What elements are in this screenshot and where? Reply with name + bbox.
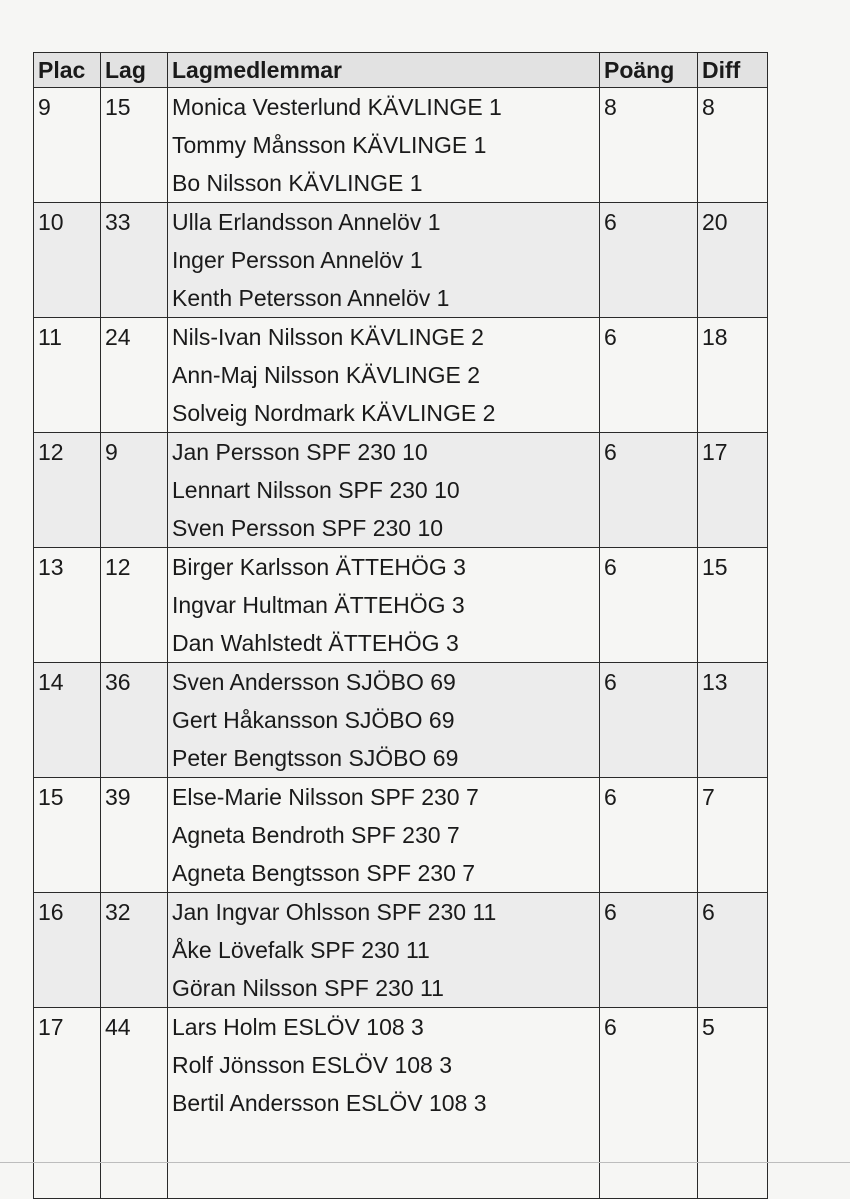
cell-poang: 6 (600, 433, 698, 548)
cell-diff: 8 (698, 88, 768, 203)
cell-lag: 24 (101, 318, 168, 433)
team-member: Peter Bengtsson SJÖBO 69 (172, 745, 459, 771)
cell-members (168, 203, 600, 318)
header-members: Lagmedlemmar (168, 53, 600, 88)
cell-poang: 6 (600, 548, 698, 663)
cell-plac: 17 (34, 1008, 101, 1199)
cell-plac: 11 (34, 318, 101, 433)
cell-members (168, 433, 600, 548)
team-member: Jan Persson SPF 230 10 (172, 439, 428, 465)
cell-plac: 13 (34, 548, 101, 663)
table-row (34, 893, 768, 1008)
cell-diff: 15 (698, 548, 768, 663)
team-member: Else-Marie Nilsson SPF 230 7 (172, 784, 479, 810)
cell-plac: 14 (34, 663, 101, 778)
team-member: Tommy Månsson KÄVLINGE 1 (172, 132, 487, 158)
team-member: Kenth Petersson Annelöv 1 (172, 285, 450, 311)
team-member: Ulla Erlandsson Annelöv 1 (172, 209, 441, 235)
cell-plac: 16 (34, 893, 101, 1008)
cell-diff: 5 (698, 1008, 768, 1199)
team-member: Monica Vesterlund KÄVLINGE 1 (172, 94, 502, 120)
header-plac: Plac (34, 53, 101, 88)
team-member: Sven Persson SPF 230 10 (172, 515, 444, 541)
team-member: Bo Nilsson KÄVLINGE 1 (172, 170, 423, 196)
cell-poang: 6 (600, 893, 698, 1008)
cell-diff: 20 (698, 203, 768, 318)
cell-plac: 10 (34, 203, 101, 318)
cell-poang: 6 (600, 203, 698, 318)
cell-poang: 6 (600, 318, 698, 433)
team-member: Bertil Andersson ESLÖV 108 3 (172, 1090, 487, 1116)
cell-members (168, 318, 600, 433)
table-row (34, 433, 768, 548)
team-member: Jan Ingvar Ohlsson SPF 230 11 (172, 899, 497, 925)
results-table (33, 52, 768, 1199)
cell-diff: 17 (698, 433, 768, 548)
header-poang: Poäng (600, 53, 698, 88)
team-member: Nils-Ivan Nilsson KÄVLINGE 2 (172, 324, 484, 350)
cell-plac: 15 (34, 778, 101, 893)
table-row (34, 88, 768, 203)
cell-lag: 15 (101, 88, 168, 203)
team-member: Birger Karlsson ÄTTEHÖG 3 (172, 554, 466, 580)
team-member: Åke Lövefalk SPF 230 11 (172, 937, 430, 963)
cell-members (168, 778, 600, 893)
cell-poang: 6 (600, 778, 698, 893)
cell-poang: 6 (600, 663, 698, 778)
table-row (34, 663, 768, 778)
cell-diff: 13 (698, 663, 768, 778)
cell-diff: 7 (698, 778, 768, 893)
team-member: Sven Andersson SJÖBO 69 (172, 669, 456, 695)
cell-lag: 36 (101, 663, 168, 778)
table-row (34, 318, 768, 433)
cell-lag: 32 (101, 893, 168, 1008)
cell-lag: 12 (101, 548, 168, 663)
cell-poang: 8 (600, 88, 698, 203)
cell-lag: 33 (101, 203, 168, 318)
table-row (34, 778, 768, 893)
table-row (34, 203, 768, 318)
cell-lag: 9 (101, 433, 168, 548)
cell-plac: 9 (34, 88, 101, 203)
header-row (34, 53, 768, 88)
team-member: Ann-Maj Nilsson KÄVLINGE 2 (172, 362, 481, 388)
header-lag: Lag (101, 53, 168, 88)
team-member: Gert Håkansson SJÖBO 69 (172, 707, 455, 733)
team-member: Agneta Bendroth SPF 230 7 (172, 822, 460, 848)
team-member: Lars Holm ESLÖV 108 3 (172, 1014, 424, 1040)
team-member: Solveig Nordmark KÄVLINGE 2 (172, 400, 496, 426)
table-row (34, 548, 768, 663)
team-member: Inger Persson Annelöv 1 (172, 247, 423, 273)
page-edge-divider (0, 1162, 850, 1163)
cell-plac: 12 (34, 433, 101, 548)
team-member: Agneta Bengtsson SPF 230 7 (172, 860, 476, 886)
cell-poang: 6 (600, 1008, 698, 1199)
header-diff: Diff (698, 53, 768, 88)
cell-members (168, 88, 600, 203)
cell-diff: 6 (698, 893, 768, 1008)
team-member: Ingvar Hultman ÄTTEHÖG 3 (172, 592, 465, 618)
cell-members (168, 663, 600, 778)
team-member: Rolf Jönsson ESLÖV 108 3 (172, 1052, 452, 1078)
team-member: Göran Nilsson SPF 230 11 (172, 975, 444, 1001)
cell-members (168, 893, 600, 1008)
team-member: Lennart Nilsson SPF 230 10 (172, 477, 460, 503)
cell-members (168, 548, 600, 663)
cell-lag: 39 (101, 778, 168, 893)
team-member: Dan Wahlstedt ÄTTEHÖG 3 (172, 630, 459, 656)
cell-lag: 44 (101, 1008, 168, 1199)
cell-diff: 18 (698, 318, 768, 433)
